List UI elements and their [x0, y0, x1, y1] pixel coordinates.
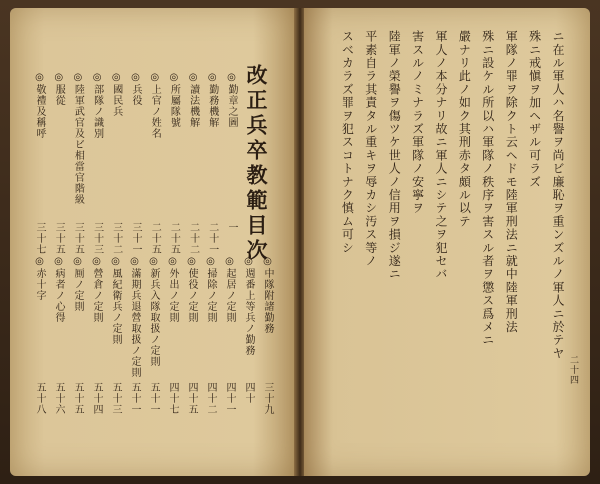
- toc-entry-page: 五十五: [72, 382, 83, 415]
- toc-entry-page: 二十五: [168, 222, 180, 255]
- toc-entry-label: ◎部隊ノ識別: [91, 72, 103, 139]
- toc-entry-page: 三十五: [53, 222, 65, 255]
- toc-entry-page: 三十七: [34, 222, 45, 255]
- toc-entry-page: 五十四: [91, 382, 102, 415]
- toc-entry-label: ◎週番上等兵ノ勤務: [243, 256, 254, 356]
- toc-entry-label: ◎陸軍武官及ビ相當官階級: [72, 72, 84, 205]
- text-line: 殊ニ設ケル所以ハ軍隊ノ秩序ヲ害スル者ヲ懲ス爲メニ: [480, 30, 495, 347]
- toc-entry-page: 五十一: [148, 382, 159, 415]
- toc-entry-label: ◎勤章之圖: [226, 72, 237, 128]
- toc-entry-label: ◎兵役: [130, 72, 141, 106]
- toc-entry-label: ◎所屬隊號: [168, 72, 180, 128]
- toc-entry-label: ◎滿期兵退營取扱ノ定則: [129, 256, 140, 378]
- toc-entry-page: 四十五: [186, 382, 197, 415]
- toc-entry-label: ◎掃除ノ定則: [205, 256, 216, 323]
- text-line: 平素自ラ其責タル重キヲ辱カシ汚ス等ノ: [363, 30, 378, 268]
- toc-entry-page: 三十五: [72, 222, 84, 255]
- toc-entry-page: 三十九: [262, 382, 273, 415]
- toc-entry-page: 五十一: [129, 382, 140, 415]
- text-line: 軍人ノ本分ナリ故ニ軍人ニシテ之ヲ犯セバ: [434, 30, 448, 281]
- text-line: ニ在ル軍人ハ名譽ヲ尚ビ廉恥ヲ重ンズルノ軍人ニ於テヤ: [551, 30, 565, 360]
- text-line: 軍隊ノ罪ヲ除クト云ヘドモ陸軍刑法ニ就中陸軍刑法: [504, 30, 519, 334]
- text-line: 陸軍ノ榮譽ヲ傷ツケ世人ノ信用ヲ損ジ遂ニ: [387, 30, 402, 281]
- toc-entry-page: 五十八: [34, 382, 45, 415]
- toc-entry-label: ◎敬禮及稱呼: [34, 72, 45, 139]
- toc-entry-page: 四十一: [224, 382, 235, 415]
- toc-entry-label: ◎國民兵: [110, 72, 122, 117]
- toc-entry-page: 三十一: [130, 222, 141, 255]
- text-line: スベカラズ罪ヲ犯スコトナク慎ム可シ: [340, 30, 355, 255]
- toc-entry-label: ◎中隊附諸勤務: [262, 256, 273, 334]
- toc-entry-label: ◎厠ノ定則: [72, 256, 83, 312]
- toc-entry-label: ◎勤務機解: [206, 72, 218, 128]
- toc-entry-page: 一: [226, 222, 237, 233]
- toc-entry-label: ◎上官ノ姓名: [149, 72, 161, 139]
- text-line: 害スルノミナラズ軍隊ノ安寧ヲ: [410, 30, 425, 215]
- toc-entry-page: 四十二: [205, 382, 216, 415]
- text-line: 嚴ナリ此ノ如ク其刑赤タ頗ル以テ: [457, 30, 472, 228]
- toc-entry-label: ◎服從: [53, 72, 65, 106]
- page-number: 二十四: [568, 355, 578, 385]
- toc-entry-label: ◎新兵入隊取扱ノ定則: [148, 256, 159, 367]
- toc-entry-page: 二十二: [187, 222, 199, 255]
- toc-entry-page: 四十: [243, 382, 254, 404]
- toc-title: 改正兵卒教範目次: [244, 64, 269, 264]
- toc-entry-label: ◎外出ノ定則: [167, 256, 178, 323]
- toc-entry-page: 四十七: [167, 382, 178, 415]
- toc-entry-label: ◎病者ノ心得: [53, 256, 64, 323]
- toc-entry-label: ◎赤十字: [34, 256, 45, 301]
- toc-entry-page: 二十五: [149, 222, 161, 255]
- toc-entry-label: ◎使役ノ定則: [186, 256, 197, 323]
- toc-entry-page: 三十二: [110, 222, 122, 255]
- toc-entry-label: ◎風紀衛兵ノ定則: [110, 256, 121, 345]
- toc-entry-page: 二十一: [206, 222, 218, 255]
- toc-entry-label: ◎起居ノ定則: [224, 256, 235, 323]
- toc-entry-page: 三十三: [91, 222, 103, 255]
- toc-entry-label: ◎營倉ノ定則: [91, 256, 102, 323]
- toc-entry-page: 五十三: [110, 382, 121, 415]
- text-line: 殊ニ戒愼ヲ加ヘザル可ラズ: [527, 30, 542, 189]
- toc-entry-label: ◎讀法機解: [187, 72, 199, 128]
- toc-entry-page: 五十六: [53, 382, 64, 415]
